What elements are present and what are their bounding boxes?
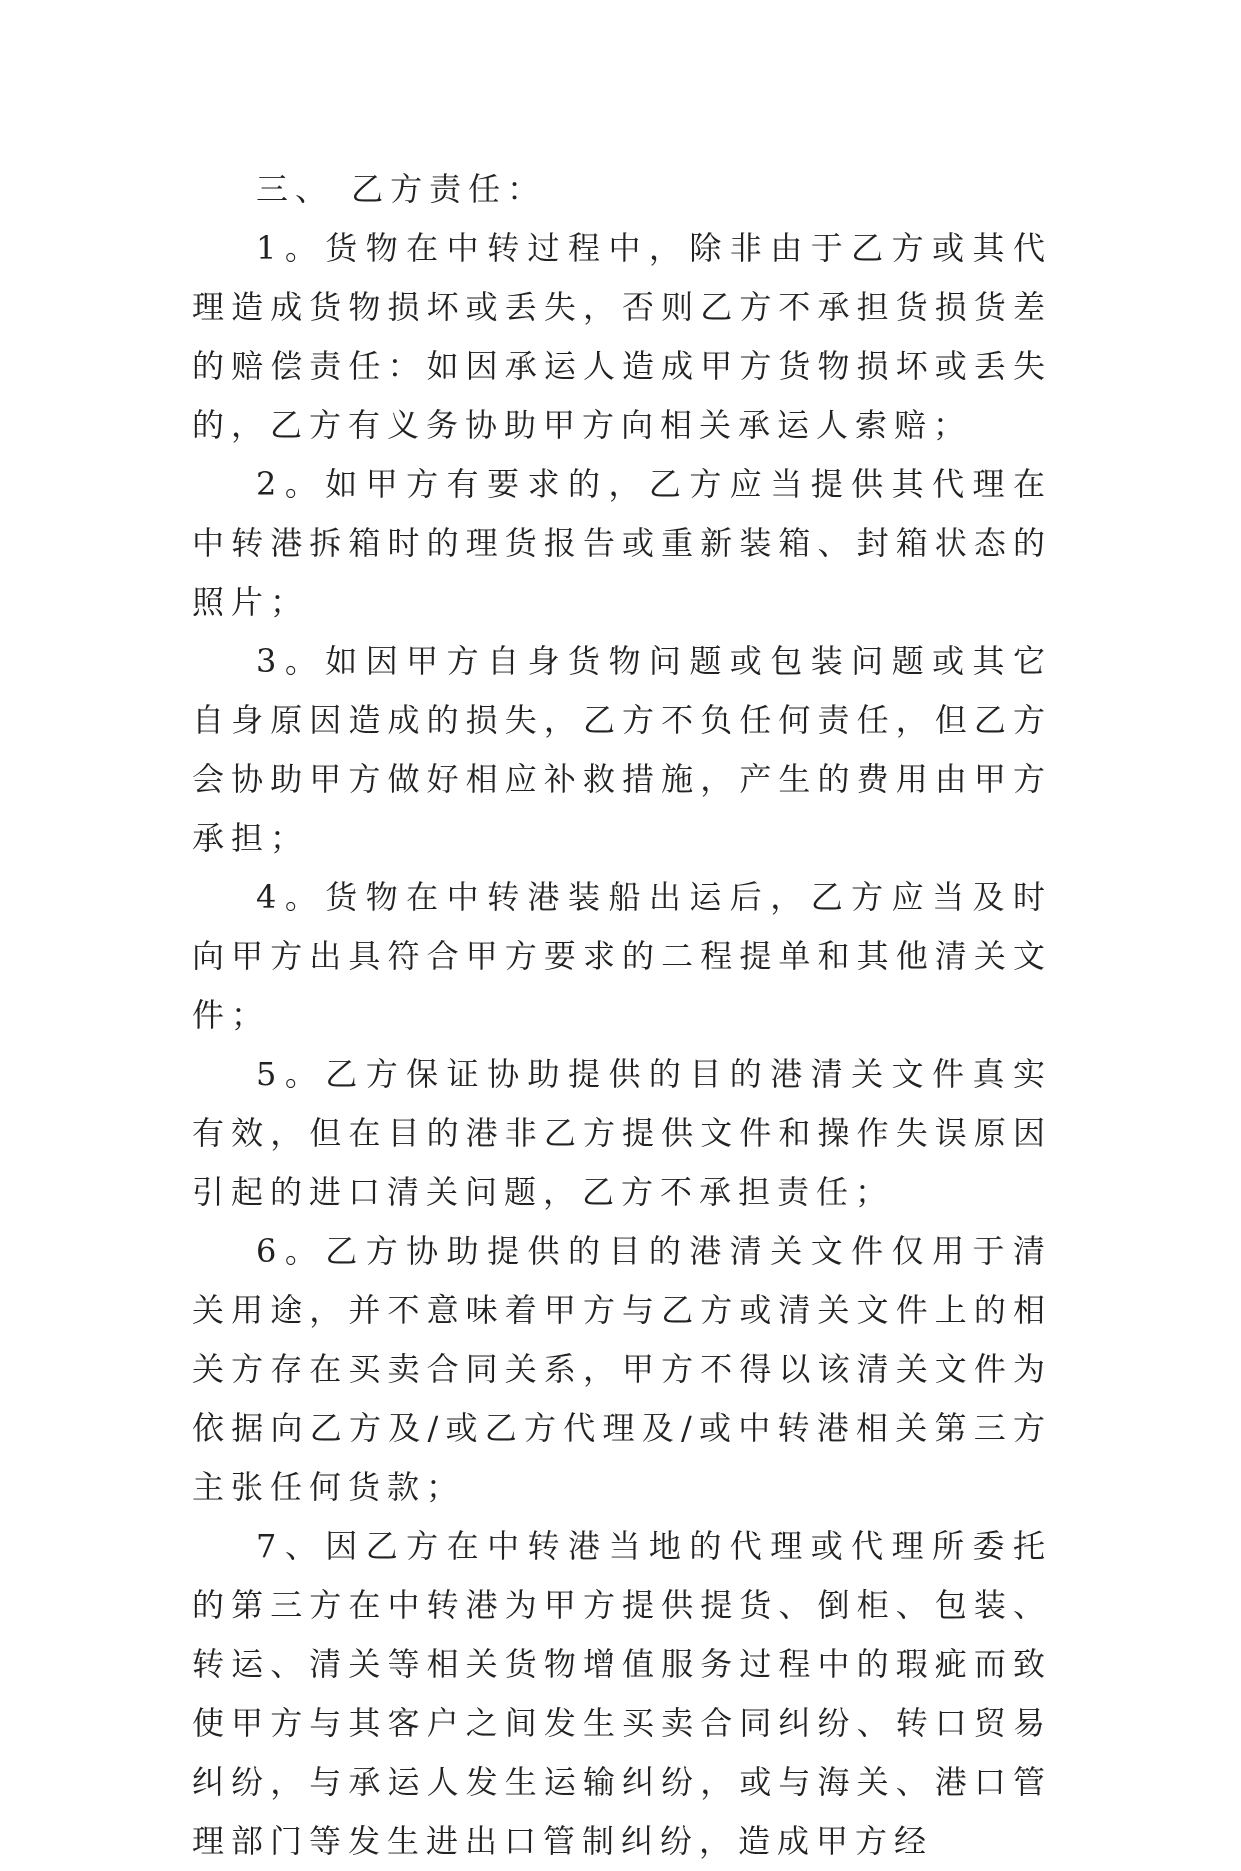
clause-2: 2。如甲方有要求的，乙方应当提供其代理在中转港拆箱时的理货报告或重新装箱、封箱状态的照片； [192,465,1052,621]
clause-3: 3。如因甲方自身货物问题或包装问题或其它自身原因造成的损失，乙方不负任何责任，但乙方会协助甲方做好相应补救措施，产生的费用由甲方承担； [192,642,1052,857]
section-heading: 三、 乙方责任： [256,170,547,208]
document-body [192,160,1052,1871]
clause-5: 5。乙方保证协助提供的目的港清关文件真实有效，但在目的港非乙方提供文件和操作失误原因引起的进口清关问题，乙方不承担责任； [192,1055,1052,1211]
clause-1: 1。货物在中转过程中，除非由于乙方或其代理造成货物损坏或丢失，否则乙方不承担货损货差的赔偿责任：如因承运人造成甲方货物损坏或丢失的，乙方有义务协助甲方向相关承运人索赔； [192,229,1052,444]
clause-6: 6。乙方协助提供的目的港清关文件仅用于清关用途，并不意味着甲方与乙方或清关文件上的相关方存在买卖合同关系，甲方不得以该清关文件为依据向乙方及/或乙方代理及/或中转港相关第三方主张任何货款； [192,1232,1052,1506]
clause-4: 4。货物在中转港装船出运后，乙方应当及时向甲方出具符合甲方要求的二程提单和其他清关文件； [192,878,1052,1034]
clause-7: 7、因乙方在中转港当地的代理或代理所委托的第三方在中转港为甲方提供提货、倒柜、包装、转运、清关等相关货物增值服务过程中的瑕疵而致使甲方与其客户之间发生买卖合同纠纷、转口贸易纠纷，与承运人发生运输纠纷，或与海关、港口管理部门等发生进出口管制纠纷，造成甲方经 [192,1527,1052,1860]
